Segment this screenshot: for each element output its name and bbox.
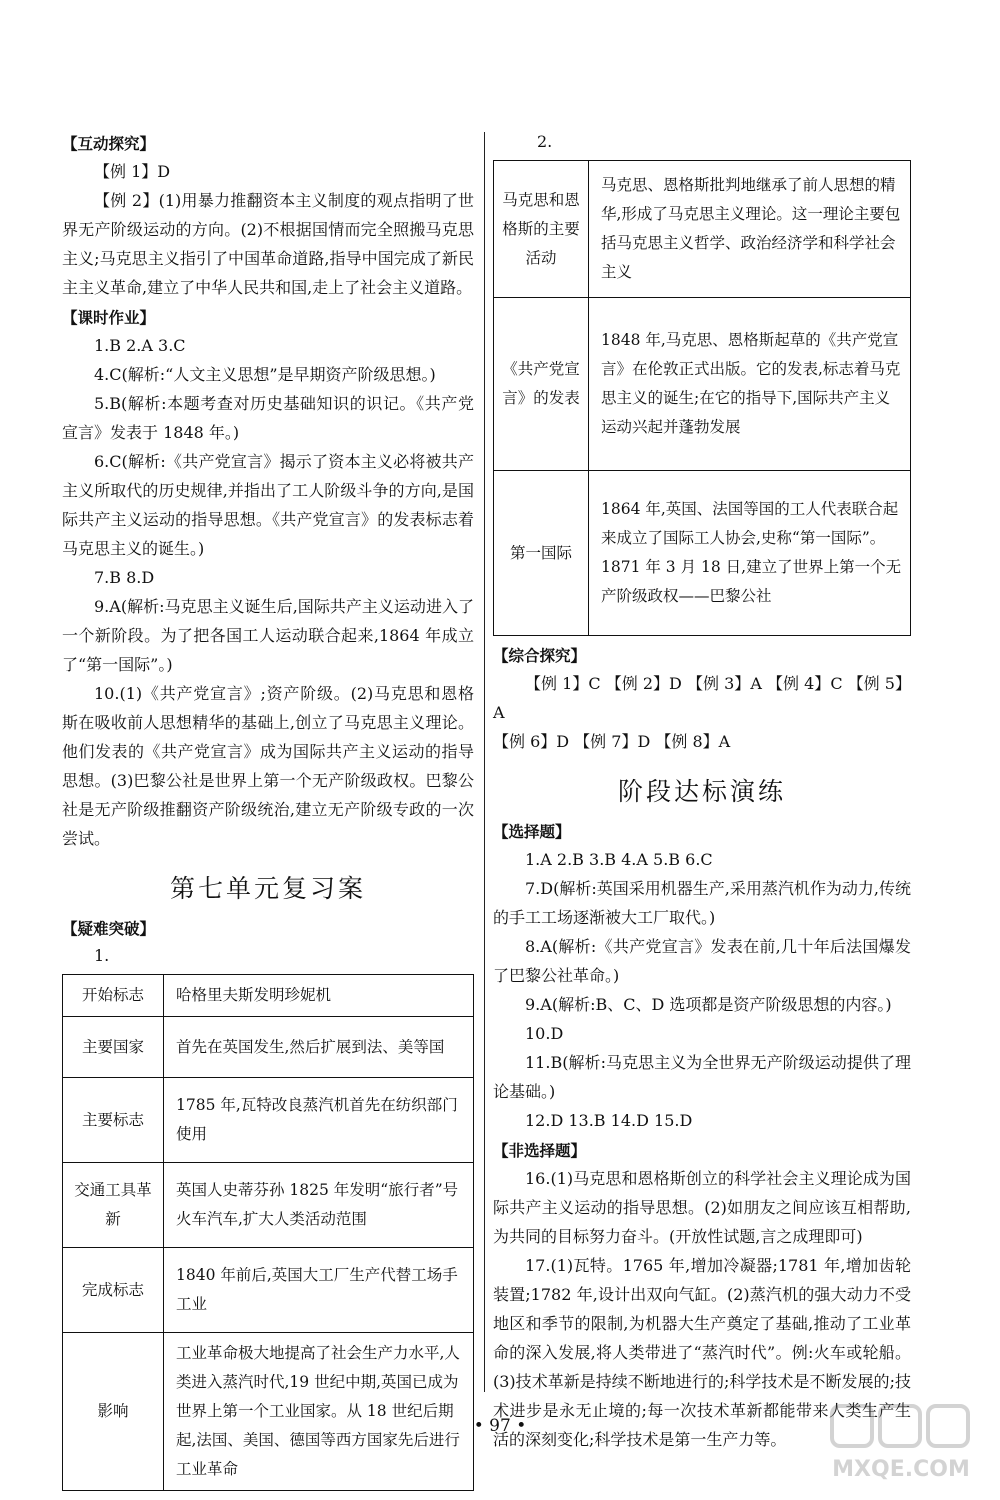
section-heading-hudong: 【互动探究】 <box>62 135 156 153</box>
answer-ex1: 【例 1】D <box>94 162 171 181</box>
answer-q7-8: 7.B 8.D <box>94 568 155 587</box>
answer-r-q8: 8.A(解析:《共产党宣言》发表在前,几十年后法国爆发了巴黎公社革命。) <box>493 937 911 985</box>
table-row <box>494 298 911 471</box>
table-key-cell: 马克思和恩格斯的主要活动 <box>494 161 589 298</box>
answer-q1-3: 1.B 2.A 3.C <box>94 336 186 355</box>
table-row <box>63 1163 474 1248</box>
table1-number: 1. <box>94 946 110 965</box>
answer-r-q16: 16.(1)马克思和恩格斯创立的科学社会主义理论成为国际共产主义运动的指导思想。(2)如朋友之间应该互相帮助,为共同的目标努力奋斗。(开放性试题,言之成理即可) <box>493 1169 911 1246</box>
answer-r-q1-6: 1.A 2.B 3.B 4.A 5.B 6.C <box>525 850 713 869</box>
right-column <box>493 128 911 1454</box>
watermark-text: MXQE.COM <box>832 1457 970 1482</box>
table-key-cell: 主要国家 <box>63 1017 164 1078</box>
marxism-table <box>493 160 911 636</box>
table-key-cell: 影响 <box>63 1333 164 1491</box>
answer-q5: 5.B(解析:本题考查对历史基础知识的识记。《共产党宣言》发表于 1848 年。) <box>62 394 474 442</box>
table-value-cell: 工业革命极大地提高了社会生产力水平,人类进入蒸汽时代,19 世纪中期,英国已成为世界上第一个工业国家。从 18 世纪后期起,法国、美国、德国等西方国家先后进行工业革命 <box>164 1333 474 1491</box>
left-column <box>62 128 474 1491</box>
zonghe-answers-line2: 【例 6】D 【例 7】D 【例 8】A <box>493 732 731 751</box>
table-key-cell: 《共产党宣言》的发表 <box>494 298 589 471</box>
table-value-cell: 马克思、恩格斯批判地继承了前人思想的精华,形成了马克思主义理论。这一理论主要包括马克思主义哲学、政治经济学和科学社会主义 <box>589 161 911 298</box>
table-row <box>494 471 911 636</box>
table-key-cell: 交通工具革新 <box>63 1163 164 1248</box>
table-value-cell: 首先在英国发生,然后扩展到法、美等国 <box>164 1017 474 1078</box>
column-divider <box>484 132 485 1392</box>
table-value-cell: 英国人史蒂芬孙 1825 年发明“旅行者”号火车汽车,扩大人类活动范围 <box>164 1163 474 1248</box>
table-key-cell: 开始标志 <box>63 975 164 1017</box>
table-value-cell: 1840 年前后,英国大工厂生产代替工场手工业 <box>164 1248 474 1333</box>
table-key-cell: 第一国际 <box>494 471 589 636</box>
answer-q4: 4.C(解析:“人文主义思想”是早期资产阶级思想。) <box>94 365 436 384</box>
table-value-cell: 1785 年,瓦特改良蒸汽机首先在纺织部门使用 <box>164 1078 474 1163</box>
table2-number: 2. <box>537 132 553 151</box>
table-value-cell: 哈格里夫斯发明珍妮机 <box>164 975 474 1017</box>
table-row <box>63 1333 474 1491</box>
answer-r-q11: 11.B(解析:马克思主义为全世界无产阶级运动提供了理论基础。) <box>493 1053 911 1101</box>
table-row <box>494 161 911 298</box>
section-heading-xuanze: 【选择题】 <box>493 823 571 841</box>
answer-q6: 6.C(解析:《共产党宣言》揭示了资本主义必将被共产主义所取代的历史规律,并指出了工人阶级斗争的方向,是国际共产主义运动的指导思想。《共产党宣言》的发表标志着马克思主义的诞生。) <box>62 452 474 558</box>
answer-q9: 9.A(解析:马克思主义诞生后,国际共产主义运动进入了一个新阶段。为了把各国工人运动联合起来,1864 年成立了“第一国际”。) <box>62 597 474 674</box>
industrial-revolution-table <box>62 974 474 1491</box>
answer-r-q7: 7.D(解析:英国采用机器生产,采用蒸汽机作为动力,传统的手工工场逐渐被大工厂取代。) <box>493 879 911 927</box>
section-heading-keshi: 【课时作业】 <box>62 309 156 327</box>
unit-title: 第七单元复习案 <box>169 874 366 903</box>
table-row <box>63 1248 474 1333</box>
section-heading-yinan: 【疑难突破】 <box>62 920 156 938</box>
table-key-cell: 完成标志 <box>63 1248 164 1333</box>
zonghe-answers-line1: 【例 1】C 【例 2】D 【例 3】A 【例 4】C 【例 5】A <box>493 674 911 722</box>
answer-r-q17: 17.(1)瓦特。1765 年,增加冷凝器;1781 年,增加齿轮装置;1782 年,设计出双向气缸。(2)蒸汽机的强大动力不受地区和季节的限制,为机器大生产奠定了基础,推动了工业革命的深入发展,将人类带进了“蒸汽时代”。例:火车或轮船。(3)技术革新是持续不断地进行的;科学技术是不断发展的;技术进步是永无止境的;每一次技术革新都能带来人类生产生活的深刻变化;科学技术是第一生产力等。 <box>493 1256 911 1449</box>
section-heading-feixuanze: 【非选择题】 <box>493 1142 587 1160</box>
table-row <box>63 975 474 1017</box>
section-heading-zonghe: 【综合探究】 <box>493 647 587 665</box>
answer-r-q9: 9.A(解析:B、C、D 选项都是资产阶级思想的内容。) <box>525 995 892 1014</box>
table-value-cell: 1864 年,英国、法国等国的工人代表联合起来成立了国际工人协会,史称“第一国际”。1871 年 3 月 18 日,建立了世界上第一个无产阶级政权——巴黎公社 <box>589 471 911 636</box>
stage-title: 阶段达标演练 <box>617 777 786 806</box>
answer-r-q12-15: 12.D 13.B 14.D 15.D <box>525 1111 693 1130</box>
watermark-logo <box>826 1398 976 1488</box>
answer-ex2: 【例 2】(1)用暴力推翻资本主义制度的观点指明了世界无产阶级运动的方向。(2)不根据国情而完全照搬马克思主义;马克思主义指引了中国革命道路,指导中国完成了新民主主义革命,建立了中华人民共和国,走上了社会主义道路。 <box>62 191 474 297</box>
answer-r-q10: 10.D <box>525 1024 564 1043</box>
answer-q10: 10.(1)《共产党宣言》;资产阶级。(2)马克思和恩格斯在吸收前人思想精华的基础上,创立了马克思主义理论。他们发表的《共产党宣言》成为国际共产主义运动的指导思想。(3)巴黎公社是世界上第一个无产阶级政权。巴黎公社是无产阶级推翻资产阶级统治,建立无产阶级专政的一次尝试。 <box>62 684 474 848</box>
table-row <box>63 1078 474 1163</box>
page-number: • 97 • <box>473 1416 527 1436</box>
table-row <box>63 1017 474 1078</box>
table-value-cell: 1848 年,马克思、恩格斯起草的《共产党宣言》在伦敦正式出版。它的发表,标志着马克思主义的诞生;在它的指导下,国际共产主义运动兴起并蓬勃发展 <box>589 298 911 471</box>
table-key-cell: 主要标志 <box>63 1078 164 1163</box>
